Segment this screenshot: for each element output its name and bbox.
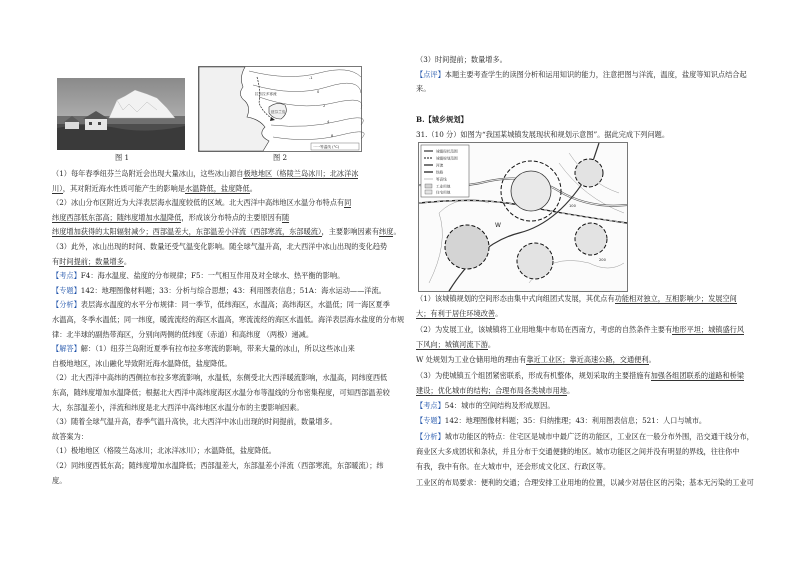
answer-text: 建设；优化城市的结构；合理布局各类城市用地 — [416, 385, 567, 395]
body-text: 。 — [249, 183, 257, 193]
map-label-current: 拉布拉多寒流 — [255, 92, 277, 96]
right-bottom-line — [416, 371, 754, 381]
body-text: 。 — [487, 339, 496, 349]
town-planning-map-image — [419, 143, 627, 291]
left-line — [52, 330, 388, 340]
right-top-line — [416, 84, 754, 94]
right-bottom-line — [416, 432, 754, 442]
right-bottom-line — [416, 294, 754, 304]
body-text: 商业区大多成团状和条状，并且分布于交通便捷的地区。城市功能区之间并没有明显的界线，往往你中 — [416, 447, 740, 456]
right-top-line — [416, 55, 754, 65]
body-text: 工业区的布局要求：便利的交通；合理安排工业用地的位置，以减少对居住区的污染；基本无污染的工业可 — [416, 477, 754, 487]
section-tag: 【考点】 — [416, 401, 445, 411]
figure-1-caption: 图 1 — [114, 153, 130, 162]
body-text: ，形成该分布特点的主要原因有 — [181, 212, 283, 222]
answer-text: 极地地区（格陵兰岛冰川；北冰洋冰 — [243, 169, 359, 178]
left-line — [52, 271, 388, 281]
answer-text: 功能相对独立，互相影响少；发展空间 — [614, 294, 737, 303]
section-tag: 【点评】 — [416, 69, 445, 79]
left-line — [52, 184, 388, 194]
right-bottom-line — [416, 478, 754, 488]
body-text: 54：城市的空间结构及形成原因。 — [444, 401, 555, 411]
map-label-temp3: 2 — [323, 104, 326, 108]
left-line — [52, 388, 388, 398]
body-text: 。 — [123, 256, 132, 266]
map-label-temp2: 0 — [317, 90, 320, 94]
body-text: 解：（1）纽芬兰岛附近夏季有拉布拉多寒流的影响，带来大量的冰山，所以这些冰山来 — [80, 344, 355, 354]
body-text: （1）该城镇规划的空间形态由集中式向组团式发展，其优点有 — [416, 294, 615, 303]
body-text: ，其对附近海水性质可能产生的影响是 — [62, 183, 185, 193]
right-bottom-line — [416, 447, 754, 457]
body-text: 大，东部温差小，洋流和纬度是北大西洋中高纬地区水温分布的主要影响因素。 — [52, 402, 304, 412]
body-text: 东高，随纬度增加水温降低；根据北大西洋中高纬度海区水温分布等温线的分布密集程度，可知西部温差较 — [52, 388, 390, 397]
right-bottom-line — [416, 325, 754, 335]
body-text: 有 — [52, 256, 60, 266]
body-text: （1）每年春季纽芬兰岛附近会出现大量冰山，这些冰山源自 — [52, 169, 244, 178]
left-line — [52, 461, 388, 471]
body-text: （1）极地地区（格陵兰岛冰川；北冰洋冰川）；水温降低，盐度降低。 — [52, 446, 276, 456]
body-text: （2）冰山分布区附近为大洋表层海水温度较低的区域。北大西洋中高纬地区水温分布特点有 — [52, 198, 345, 208]
legend-label-current-range: 城镇现状范围 — [436, 149, 458, 154]
ocean-isotherm-map — [199, 67, 361, 151]
body-text: 故答案为： — [52, 431, 88, 441]
right-bottom-line — [416, 462, 754, 472]
left-line — [52, 286, 388, 296]
body-text: 142：地理图像材料题；33：分析与综合思想；43：利用图表信息；51A：海水运动——洋流。 — [80, 285, 386, 295]
right-bottom-line — [416, 340, 754, 350]
left-line — [52, 198, 388, 208]
town-planning-map — [418, 142, 628, 292]
body-text: （2）北大西洋中高纬的西侧拉布拉多寒流影响，水温低，东侧受北大西洋暖流影响，水温高，同纬度西低 — [52, 373, 388, 383]
answer-text: 川） — [52, 183, 63, 193]
section-tag: 【解答】 — [52, 344, 81, 354]
body-text: 自极地地区，冰山融化导致附近海水温降低，盐度降低。 — [52, 358, 232, 368]
body-text: 142：地理图像材料题；35：归纳推理；43：利用图表信息；521：人口与城市。 — [444, 416, 707, 426]
left-line — [52, 300, 388, 310]
body-text: F4：海水温度、盐度的分布规律；F5：一气相互作用及对全球水、热平衡的影响。 — [80, 271, 345, 281]
body-text: 水温高，冬季水温低；同一纬度，暖流流经的海区水温高，寒流流经的海区水温低。海洋表层海水盐度的分布规 — [52, 315, 405, 324]
answer-text: 地形平坦；城镇盛行风 — [672, 324, 745, 334]
map-label-w: W — [495, 222, 501, 229]
body-text: 。 — [566, 385, 575, 395]
body-text: 律：北半球的副热带海区，分别向两侧的低纬度（赤道）和高纬度 （两极）递减。 — [52, 329, 314, 339]
left-line — [52, 169, 388, 179]
legend-label-railway: 铁路 — [436, 170, 444, 175]
legend-label-river: 河流 — [436, 163, 444, 168]
left-line — [52, 476, 388, 486]
body-text: （2）为发展工业，该城镇将工业用地集中布局在西南方，考虑的自然条件主要有 — [416, 324, 673, 334]
left-line — [52, 403, 388, 413]
question-31: 31.（10 分）如图为“我国某城镇发展现状和规划示意图”。据此完成下列问题。 — [416, 130, 670, 139]
map-label-temp4: 4 — [327, 120, 330, 124]
figure-1-iceberg-photo — [57, 78, 185, 150]
right-bottom-line — [416, 386, 754, 396]
left-line — [52, 359, 388, 369]
legend-label-industrial: 工业用地 — [436, 184, 451, 189]
body-text: ，主要影响因素有 — [321, 227, 380, 237]
section-tag: 【分析】 — [416, 431, 445, 441]
body-text: （3）此外，冰山出现的时间、数量还受气温变化影响。随全球气温升高，北大西洋中冰山出现的变化趋势 — [52, 242, 388, 251]
body-text: （2）同纬度西低东高；随纬度增加水温降低；西部温差大，东部温差小洋流（西部寒流，东部暖流）；纬 — [52, 461, 384, 470]
left-line — [52, 315, 405, 325]
left-line — [52, 417, 388, 427]
right-bottom-line — [416, 355, 754, 365]
body-text: （3）随着全球气温升高，春季气温升高快，北大西洋中冰山出现的时间提前，数量增多。 — [52, 417, 337, 427]
answer-text: 大；有利于居住环境改善 — [416, 309, 496, 319]
figure-2-caption: 图 2 — [272, 153, 288, 162]
body-text: 表层海水温度的水平分布规律：同一季节，低纬海区，水温高；高纬海区，水温低；同一海区夏季 — [80, 300, 390, 310]
answer-text: 纬度增加获得的太阳辐射减少；西部温差大，东部温差小洋流（西部寒流，东部暖流） — [52, 227, 322, 237]
left-line — [52, 446, 388, 456]
section-tag: 【专题】 — [52, 285, 81, 295]
legend-label-planned-range: 城镇规划范围 — [436, 156, 458, 161]
right-bottom-line — [416, 416, 754, 426]
answer-text: 靠近工业区；靠近高速公路，交通便利 — [526, 355, 649, 365]
left-line — [52, 373, 388, 383]
left-line — [52, 344, 388, 354]
answer-text: 纬度 — [379, 227, 394, 237]
figure-2-map — [198, 66, 362, 152]
answer-text: 加强各组团联系的道路和桥梁 — [650, 370, 745, 380]
body-text: 本题主要考查学生的读图分析和运用知识的能力，注意把图与洋流，温度，盐度等知识点结合起 — [444, 69, 747, 79]
map-legend-isotherm: 一一等温线 (°C) — [313, 145, 340, 149]
body-text: 。 — [648, 355, 656, 365]
legend-label-residential: 住宅用地 — [436, 190, 451, 195]
contour-label-100: 100 — [569, 204, 576, 208]
right-top-line — [416, 70, 754, 80]
map-label-temp1: -1 — [309, 76, 313, 80]
left-line — [52, 242, 388, 252]
left-line — [52, 257, 388, 267]
right-bottom-line — [416, 309, 754, 319]
answer-text: 随 — [282, 212, 290, 222]
body-text: 。 — [495, 309, 503, 319]
section-tag: 【分析】 — [52, 300, 81, 310]
answer-text: 下风向；城镇河流下游 — [416, 339, 488, 349]
map-label-island: 纽芬兰岛 — [271, 110, 286, 114]
answer-text: 水温降低，盐度降低 — [184, 183, 250, 193]
iceberg-photo-image — [57, 78, 185, 150]
map-label-temp5: 8 — [331, 134, 334, 138]
body-text: 有我，我中有你。在大城市中，还会形成文化区、行政区等。 — [416, 462, 611, 472]
left-line — [52, 227, 401, 237]
left-line — [52, 432, 388, 442]
answer-text: 时间提前；数量增多 — [59, 256, 124, 266]
section-heading: B.【城乡规划】 — [416, 115, 468, 124]
body-text: 。 — [393, 227, 401, 237]
body-text: 度。 — [52, 475, 67, 485]
body-text: （3）时间提前；数量增多。 — [416, 55, 507, 64]
section-tag: 【考点】 — [52, 271, 81, 281]
body-text: 城市功能区的特点：住宅区是城市中最广泛的功能区，工业区在一般分布外围，沿交通干线分布， — [444, 431, 754, 441]
body-text: 来。 — [416, 84, 431, 94]
body-text: W 处规划为工业仓储用地的理由有 — [416, 355, 527, 365]
contour-label-200: 200 — [599, 258, 606, 262]
legend-label-contour: 等高线 — [436, 177, 447, 182]
section-tag: 【专题】 — [416, 416, 445, 426]
answer-text: 同 — [344, 198, 352, 208]
body-text: （3）为使城镇五个组团紧密联系，形成有机整体，规划采取的主要措施有 — [416, 370, 651, 380]
answer-text: 纬度西部低东部高；随纬度增加水温降低 — [52, 212, 182, 222]
right-bottom-line — [416, 401, 754, 411]
left-line — [52, 213, 388, 223]
